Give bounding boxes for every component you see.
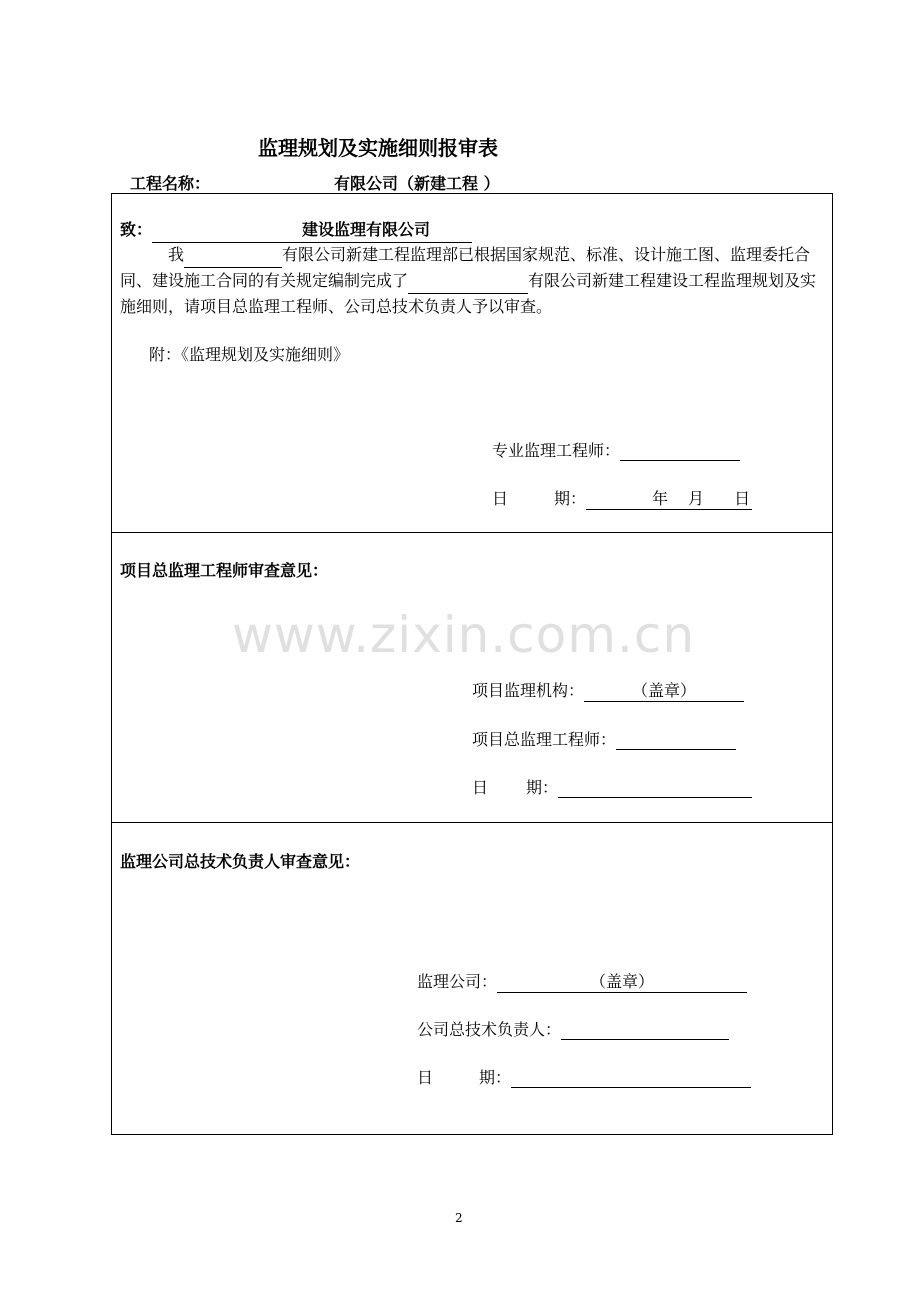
project-name-label: 工程名称： — [130, 174, 211, 193]
addressee-label: 致： — [120, 220, 153, 239]
company-blank-1[interactable] — [184, 242, 282, 268]
company-seal-text: （盖章） — [590, 972, 655, 991]
date2-label-day-char: 日 — [472, 778, 489, 797]
chief-signature-row — [472, 727, 736, 750]
org-seal-text: （盖章） — [632, 681, 697, 700]
company-seal-field[interactable] — [497, 969, 747, 993]
chief-review-heading: 项目总监理工程师审查意见： — [120, 561, 329, 580]
date-row-2 — [472, 775, 752, 798]
engineer-label: 专业监理工程师： — [492, 441, 621, 460]
date-row-1 — [492, 486, 752, 510]
section-divider-2 — [112, 822, 832, 823]
date-field-3[interactable] — [511, 1068, 751, 1088]
addressee-line — [120, 217, 830, 243]
tech-review-heading: 监理公司总技术负责人审查意见： — [120, 852, 361, 871]
date3-label-day-char: 日 — [417, 1068, 434, 1087]
date-month: 月 — [688, 489, 705, 508]
company-blank-2[interactable] — [408, 268, 528, 294]
body-suffix: 有限公司新建工程建设工程监理规划及实施细则，请项目总监理工程师、公司总技术负责人予以审查。 — [120, 271, 817, 316]
tech-signature-row — [417, 1017, 729, 1040]
body-prefix: 我 — [168, 245, 185, 264]
engineer-signature-row — [492, 438, 740, 461]
date-row-3 — [417, 1065, 751, 1088]
attachment-line: 附：《监理规划及实施细则》 — [149, 345, 350, 364]
review-form-table — [111, 193, 833, 1135]
project-name-value: 有限公司（新建工程 ） — [334, 174, 500, 193]
date-field-1[interactable] — [586, 486, 752, 510]
body-mid: 有限公司新建工程监理部已根据国家规范、标准、设计施工图、监理委托合同、建设施工合同的有关规定编制完成了 — [120, 245, 811, 290]
page-number: 2 — [455, 1211, 463, 1225]
tech-signature-field[interactable] — [561, 1020, 729, 1040]
date-label-day-char: 日 — [492, 489, 509, 508]
company-label: 监理公司： — [417, 972, 498, 991]
date-year: 年 — [652, 489, 669, 508]
addressee-company: 建设监理有限公司 — [302, 217, 472, 243]
date2-label-period: 期： — [526, 778, 559, 797]
submission-body — [120, 242, 830, 319]
watermark: www.zixin.com.cn — [232, 606, 696, 664]
date-label-period: 期： — [554, 489, 587, 508]
org-label: 项目监理机构： — [472, 681, 585, 700]
date3-label-period: 期： — [479, 1068, 512, 1087]
org-signature-row — [472, 678, 744, 702]
tech-label: 公司总技术负责人： — [417, 1020, 562, 1039]
company-signature-row — [417, 969, 747, 993]
chief-signature-field[interactable] — [616, 730, 736, 750]
form-title: 监理规划及实施细则报审表 — [258, 136, 498, 160]
date-day: 日 — [734, 489, 751, 508]
chief-label: 项目总监理工程师： — [472, 730, 617, 749]
org-seal-field[interactable] — [584, 678, 744, 702]
addressee-blank[interactable] — [152, 217, 302, 243]
date-field-2[interactable] — [558, 778, 752, 798]
engineer-signature-field[interactable] — [620, 441, 740, 461]
section-divider-1 — [112, 532, 832, 533]
